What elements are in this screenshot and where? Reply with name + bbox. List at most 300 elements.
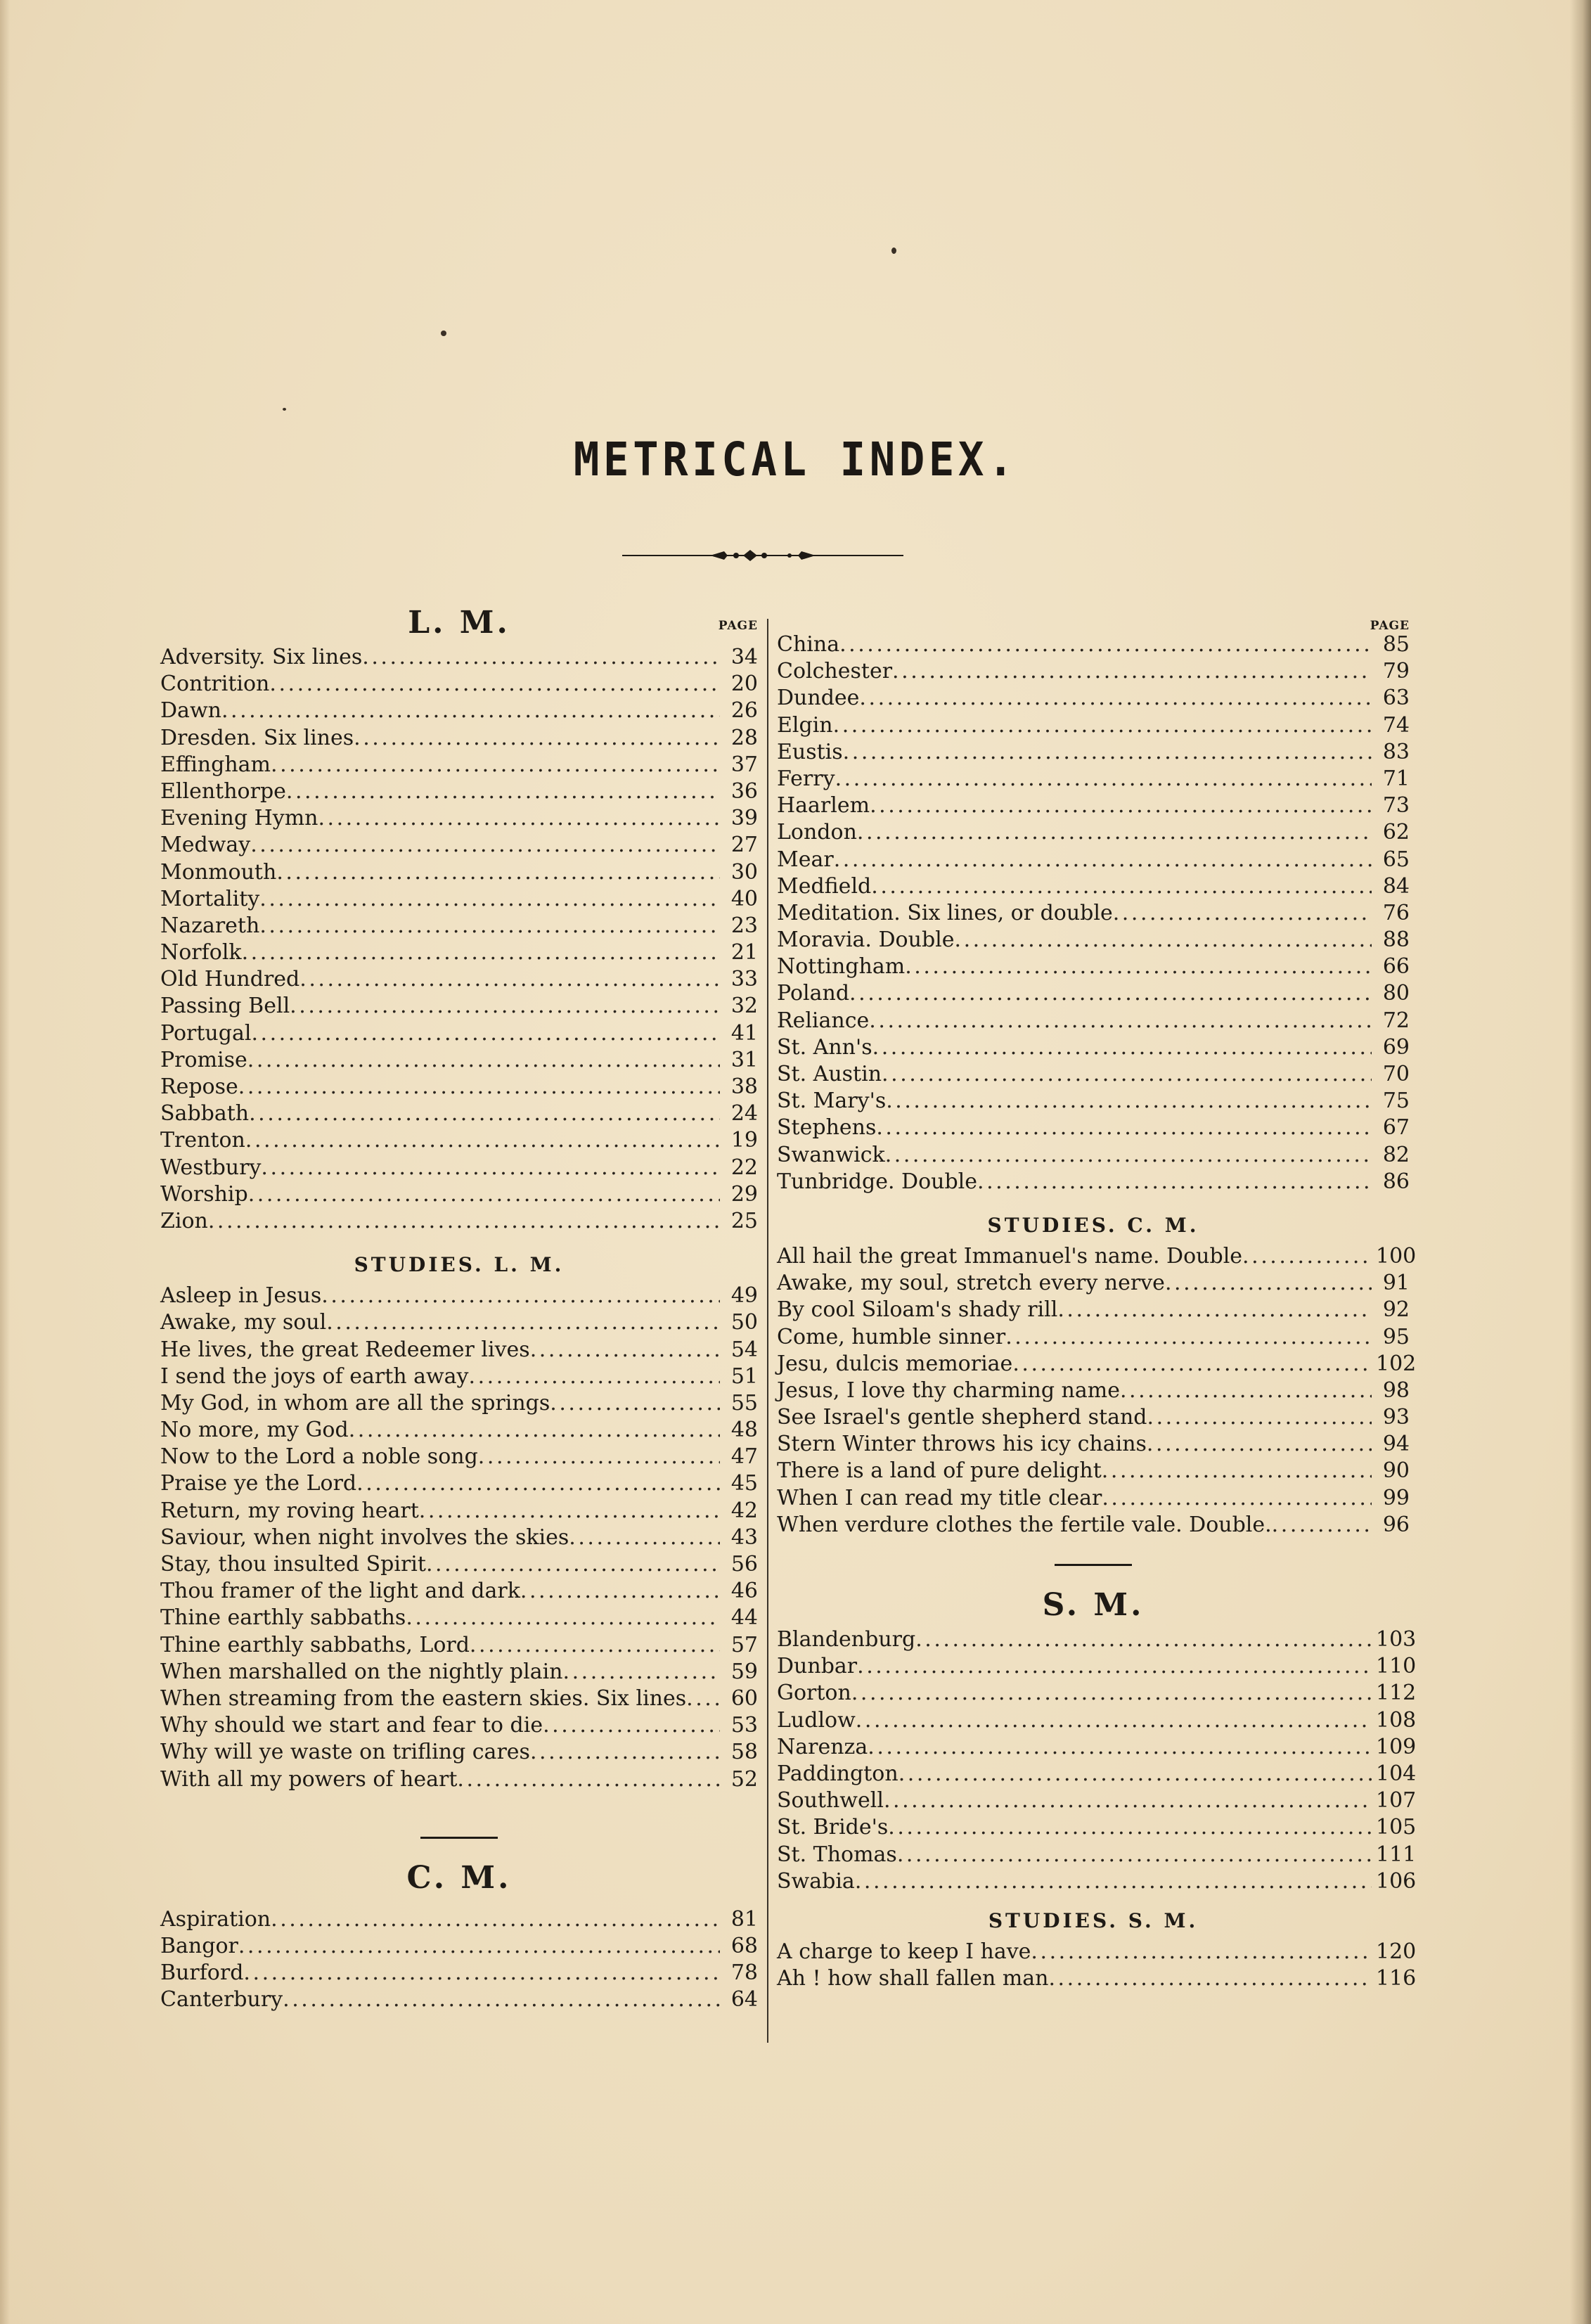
entry-page-number: 60 [730,1686,758,1711]
dot-leader [868,1734,1372,1761]
entry-page-number: 102 [1376,1351,1417,1376]
index-entry [777,1787,1417,1814]
entry-title: Come, humble sinner [777,1324,1006,1349]
index-entry [777,685,1410,712]
entry-title: Trenton [160,1128,245,1153]
entry-title: Eustis [777,739,843,764]
page-column-label: PAGE [718,619,758,633]
index-entry [160,644,758,671]
entry-title: Dundee [777,686,860,711]
dot-leader [550,1390,720,1417]
dot-leader [419,1498,720,1524]
dot-leader [426,1551,720,1578]
entry-title: With all my powers of heart [160,1766,458,1792]
entry-title: Tunbridge. Double [777,1169,978,1194]
studies-sm-list [777,1939,1417,1992]
index-entry [777,980,1410,1007]
dot-leader [221,698,720,724]
dot-leader [362,644,720,671]
index-entry [160,805,758,832]
dot-leader [242,939,720,966]
entry-page-number: 105 [1376,1815,1417,1840]
entry-page-number: 98 [1382,1378,1410,1403]
section-lm-header [160,605,758,644]
dot-leader [349,1417,720,1444]
entry-title: Worship [160,1181,248,1207]
entry-title: Portugal [160,1020,252,1046]
dot-leader [276,859,720,886]
index-entry [777,1115,1410,1141]
dot-leader [870,792,1372,819]
entry-title: See Israel's gentle shepherd stand [777,1405,1147,1430]
entry-title: Thou framer of the light and dark [160,1579,520,1604]
dot-leader [888,1814,1372,1841]
index-entry [160,1766,758,1793]
index-entry [160,1155,758,1181]
entry-title: Monmouth [160,859,277,885]
index-entry [777,1814,1417,1841]
dot-leader [876,1115,1372,1141]
entry-title: Nazareth [160,913,260,938]
entry-page-number: 54 [730,1337,758,1362]
entry-page-number: 110 [1376,1654,1417,1679]
dot-leader [855,1868,1372,1895]
entry-page-number: 49 [730,1283,758,1309]
index-entry [777,1868,1417,1895]
dot-leader [530,1739,720,1766]
dot-leader [834,847,1372,873]
entry-title: Asleep in Jesus [160,1283,322,1309]
page-edge-shadow-right [1570,0,1591,2324]
index-entry [160,993,758,1020]
entry-page-number: 26 [730,698,758,724]
dot-leader [543,1712,720,1739]
entry-page-number: 74 [1382,712,1410,738]
entry-title: Ah ! how shall fallen man [777,1966,1049,1991]
entry-title: St. Ann's [777,1034,872,1060]
entry-page-number: 30 [730,859,758,885]
dot-leader [1147,1431,1372,1458]
dot-leader [251,1020,720,1047]
entry-title: Why should we start and fear to die [160,1713,543,1738]
entry-title: No more, my God [160,1418,349,1443]
entry-title: There is a land of pure delight [777,1458,1102,1484]
dot-leader [882,1061,1372,1088]
entry-title: Why will ye waste on trifling cares [160,1740,530,1765]
entry-title: Thine earthly sabbaths [160,1605,406,1631]
dot-leader [851,1680,1372,1707]
entry-page-number: 20 [730,672,758,697]
index-entry [777,1939,1417,1965]
entry-title: Jesus, I love thy charming name [777,1378,1120,1403]
entry-title: Moravia. Double [777,927,955,953]
index-entry [777,819,1410,846]
dot-leader [271,1906,720,1933]
index-entry [777,739,1410,766]
entry-title: China [777,632,840,657]
index-entry [160,1283,758,1309]
dot-leader [259,913,720,939]
dot-leader [243,1960,720,1986]
section-cm-continued-header [777,605,1410,644]
entry-title: Awake, my soul, stretch every nerve [777,1271,1165,1296]
studies-cm-list [777,1243,1417,1539]
entry-title: Poland [777,981,850,1006]
index-entry [777,900,1410,927]
index-entry [160,698,758,724]
studies-lm-list [160,1283,758,1793]
entry-page-number: 94 [1382,1432,1410,1457]
dot-leader [869,1008,1372,1034]
entry-page-number: 40 [730,886,758,911]
entry-page-number: 38 [730,1074,758,1099]
index-entry [777,1061,1410,1088]
entry-page-number: 76 [1382,900,1410,925]
entry-title: Evening Hymn [160,806,318,831]
index-entry [777,1965,1417,1992]
index-entry [160,1470,758,1497]
entry-title: Medway [160,833,251,858]
index-entry [777,1243,1417,1270]
entry-page-number: 53 [730,1713,758,1738]
index-entry [160,1551,758,1578]
dot-leader [859,685,1372,712]
dot-leader [905,954,1372,980]
entry-page-number: 28 [730,725,758,750]
dot-leader [871,873,1372,900]
index-entry [777,766,1410,792]
index-entry [777,927,1410,954]
entry-page-number: 86 [1382,1169,1410,1194]
dot-leader [849,980,1372,1007]
entry-page-number: 66 [1382,954,1410,980]
entry-title: Mear [777,847,834,872]
entry-page-number: 81 [730,1906,758,1932]
index-entry [777,1761,1417,1787]
dot-leader [1005,1324,1372,1351]
section-sm-header [777,1587,1410,1626]
entry-page-number: 32 [730,994,758,1019]
entry-page-number: 39 [730,806,758,831]
entry-title: Stay, thou insulted Spirit [160,1552,426,1577]
entry-title: Elgin [777,712,833,738]
index-entry [160,1960,758,1986]
entry-page-number: 19 [730,1128,758,1153]
index-entry [160,1047,758,1074]
entry-title: Meditation. Six lines, or double [777,900,1113,925]
entry-page-number: 92 [1382,1297,1410,1323]
entry-title: Dresden. Six lines [160,725,354,750]
index-entry [777,1169,1410,1195]
index-entry [777,1512,1410,1539]
dot-leader [457,1766,720,1793]
entry-title: Contrition [160,672,270,697]
index-entry [777,1707,1417,1734]
index-entry [777,1324,1410,1351]
index-entry [160,1309,758,1336]
index-entry [160,1181,758,1208]
section-heading: STUDIES. L. M. [354,1253,565,1277]
dot-leader [898,1761,1372,1787]
entry-page-number: 72 [1382,1008,1410,1033]
entry-page-number: 71 [1382,766,1410,791]
entry-page-number: 62 [1382,820,1410,845]
entry-title: Dawn [160,698,221,724]
entry-page-number: 67 [1382,1115,1410,1141]
entry-title: St. Bride's [777,1815,889,1840]
dot-leader [478,1444,720,1470]
entry-page-number: 78 [730,1960,758,1986]
entry-title: Now to the Lord a noble song [160,1444,478,1470]
entry-title: When streaming from the eastern skies. Six lines [160,1686,687,1711]
entry-page-number: 55 [730,1390,758,1415]
dot-leader [1102,1485,1372,1512]
entry-title: St. Thomas [777,1842,897,1867]
index-entry [160,1578,758,1605]
entry-page-number: 29 [730,1181,758,1207]
entry-title: Aspiration [160,1906,271,1932]
index-entry [160,1208,758,1235]
index-entry [160,778,758,805]
sm-list [777,1626,1417,1895]
dot-leader [530,1337,720,1363]
entry-page-number: 109 [1376,1734,1417,1759]
dot-leader [283,1986,720,2013]
entry-page-number: 58 [730,1740,758,1765]
dot-leader [248,1181,720,1208]
index-entry [777,1458,1410,1484]
index-entry [160,1444,758,1470]
dot-leader [1165,1270,1372,1297]
index-entry [777,1734,1417,1761]
index-entry [777,873,1410,900]
entry-page-number: 108 [1376,1707,1417,1733]
index-entry [777,1008,1410,1034]
entry-title: Swanwick [777,1142,885,1167]
index-entry [160,671,758,698]
entry-page-number: 41 [730,1020,758,1046]
index-entry [777,954,1410,980]
entry-page-number: 95 [1382,1324,1410,1349]
entry-page-number: 107 [1376,1788,1417,1813]
entry-page-number: 27 [730,833,758,858]
entry-title: When I can read my title clear [777,1485,1102,1510]
index-entry [160,1632,758,1659]
entry-title: Stephens [777,1115,877,1141]
dot-leader [897,1842,1372,1868]
entry-page-number: 31 [730,1047,758,1072]
entry-title: Burford [160,1960,244,1986]
entry-page-number: 47 [730,1444,758,1470]
dot-leader [892,658,1372,685]
entry-title: St. Mary's [777,1089,887,1114]
cm-list [160,1906,758,2014]
entry-page-number: 83 [1382,739,1410,764]
index-entry [777,1431,1410,1458]
entry-page-number: 88 [1382,927,1410,953]
entry-title: Sabbath [160,1101,250,1126]
dot-leader [406,1605,720,1631]
entry-page-number: 57 [730,1632,758,1657]
index-entry [777,1680,1417,1707]
index-entry [160,1337,758,1363]
index-entry [777,1653,1417,1680]
entry-title: Zion [160,1208,208,1233]
index-entry [160,832,758,859]
entry-title: Return, my roving heart [160,1498,419,1523]
dot-leader [238,1933,720,1960]
dot-leader [1012,1351,1372,1378]
entry-page-number: 34 [730,645,758,669]
page-title: METRICAL INDEX. [573,432,1018,487]
entry-title: When verdure clothes the fertile vale. Double. [777,1512,1272,1537]
dot-leader [977,1169,1372,1195]
index-entry [160,1906,758,1933]
entry-title: Adversity. Six lines [160,645,363,669]
entry-title: Awake, my soul [160,1310,327,1335]
section-heading: L. M. [408,605,510,641]
entry-title: He lives, the great Redeemer lives [160,1337,530,1362]
entry-page-number: 56 [730,1552,758,1577]
index-entry [160,1659,758,1686]
dot-leader [520,1578,720,1605]
dot-leader [835,766,1372,792]
index-entry [160,1712,758,1739]
dot-leader [885,1142,1372,1169]
section-heading: STUDIES. C. M. [987,1213,1199,1237]
section-cm-header [160,1860,758,1899]
index-entry [777,658,1410,685]
index-entry [160,1524,758,1551]
dot-leader [269,671,720,698]
index-entry [777,1088,1410,1115]
dot-leader [886,1088,1372,1115]
dot-leader [326,1309,720,1336]
dot-leader [1242,1243,1372,1270]
entry-page-number: 37 [730,752,758,777]
paper-speck [283,408,286,411]
entry-title: Promise [160,1047,247,1072]
entry-title: When marshalled on the nightly plain [160,1659,563,1684]
dot-leader [238,1074,720,1100]
entry-title: Stern Winter throws his icy chains [777,1432,1147,1457]
entry-title: Narenza [777,1734,868,1759]
entry-page-number: 24 [730,1101,758,1126]
index-entry [160,752,758,778]
dot-leader [208,1208,720,1235]
dot-leader [686,1686,720,1712]
entry-title: Blandenburg [777,1627,916,1652]
dot-leader [245,1127,720,1154]
entry-title: Saviour, when night involves the skies [160,1524,569,1550]
index-entry [160,1020,758,1047]
entry-page-number: 85 [1382,632,1410,657]
index-entry [160,1127,758,1154]
entry-title: A charge to keep I have [777,1939,1031,1964]
dot-leader [321,1283,720,1309]
entry-title: London [777,820,857,845]
entry-title: Praise ye the Lord [160,1471,357,1496]
index-entry [160,859,758,886]
index-entry [160,1074,758,1100]
index-entry [777,1034,1410,1061]
entry-page-number: 51 [730,1363,758,1389]
entry-title: Repose [160,1074,238,1099]
dot-leader [354,725,720,752]
section-heading: C. M. [406,1859,512,1896]
dot-leader [259,886,720,913]
entry-page-number: 116 [1376,1966,1417,1991]
page-edge-shadow-left [0,0,10,2324]
dot-leader [271,752,720,778]
index-entry [160,1498,758,1524]
entry-page-number: 112 [1376,1681,1417,1706]
entry-page-number: 70 [1382,1062,1410,1086]
entry-title: Nottingham [777,954,906,980]
entry-title: Medfield [777,873,872,899]
entry-page-number: 104 [1376,1761,1417,1786]
dot-leader [299,966,720,993]
dot-leader [843,739,1372,766]
index-entry [160,939,758,966]
entry-page-number: 45 [730,1471,758,1496]
index-entry [777,1626,1417,1653]
index-entry [777,1378,1410,1404]
dot-leader [857,819,1372,846]
index-entry [160,1363,758,1390]
entry-title: Paddington [777,1761,898,1786]
entry-page-number: 75 [1382,1089,1410,1114]
entry-title: Colchester [777,659,893,684]
dot-leader [1147,1404,1372,1431]
index-entry [777,1842,1417,1868]
cm-continued-list [777,631,1410,1195]
dot-leader [469,1363,720,1390]
index-entry [777,1297,1410,1323]
entry-title: St. Austin [777,1062,882,1086]
dot-leader [247,1047,720,1074]
entry-title: Southwell [777,1788,884,1813]
entry-title: Canterbury [160,1987,283,2012]
entry-page-number: 48 [730,1418,758,1443]
entry-title: Ludlow [777,1707,856,1733]
dot-leader [470,1632,720,1659]
dot-leader [955,927,1372,954]
index-entry [160,1100,758,1127]
entry-page-number: 84 [1382,873,1410,899]
dot-leader [833,712,1372,739]
entry-page-number: 23 [730,913,758,938]
entry-page-number: 90 [1382,1458,1410,1484]
dot-leader [884,1787,1372,1814]
dot-leader [261,1155,720,1181]
index-entry [777,847,1410,873]
entry-page-number: 82 [1382,1142,1410,1167]
index-entry [160,966,758,993]
entry-page-number: 103 [1376,1627,1417,1652]
entry-page-number: 96 [1382,1512,1410,1537]
entry-page-number: 64 [730,1987,758,2012]
index-entry [777,1351,1417,1378]
entry-page-number: 43 [730,1524,758,1550]
left-column [160,605,758,2013]
entry-page-number: 100 [1376,1243,1417,1269]
index-entry [160,1933,758,1960]
entry-title: Gorton [777,1681,851,1706]
entry-page-number: 33 [730,967,758,992]
column-divider [767,619,768,2043]
paper-speck [891,248,896,254]
